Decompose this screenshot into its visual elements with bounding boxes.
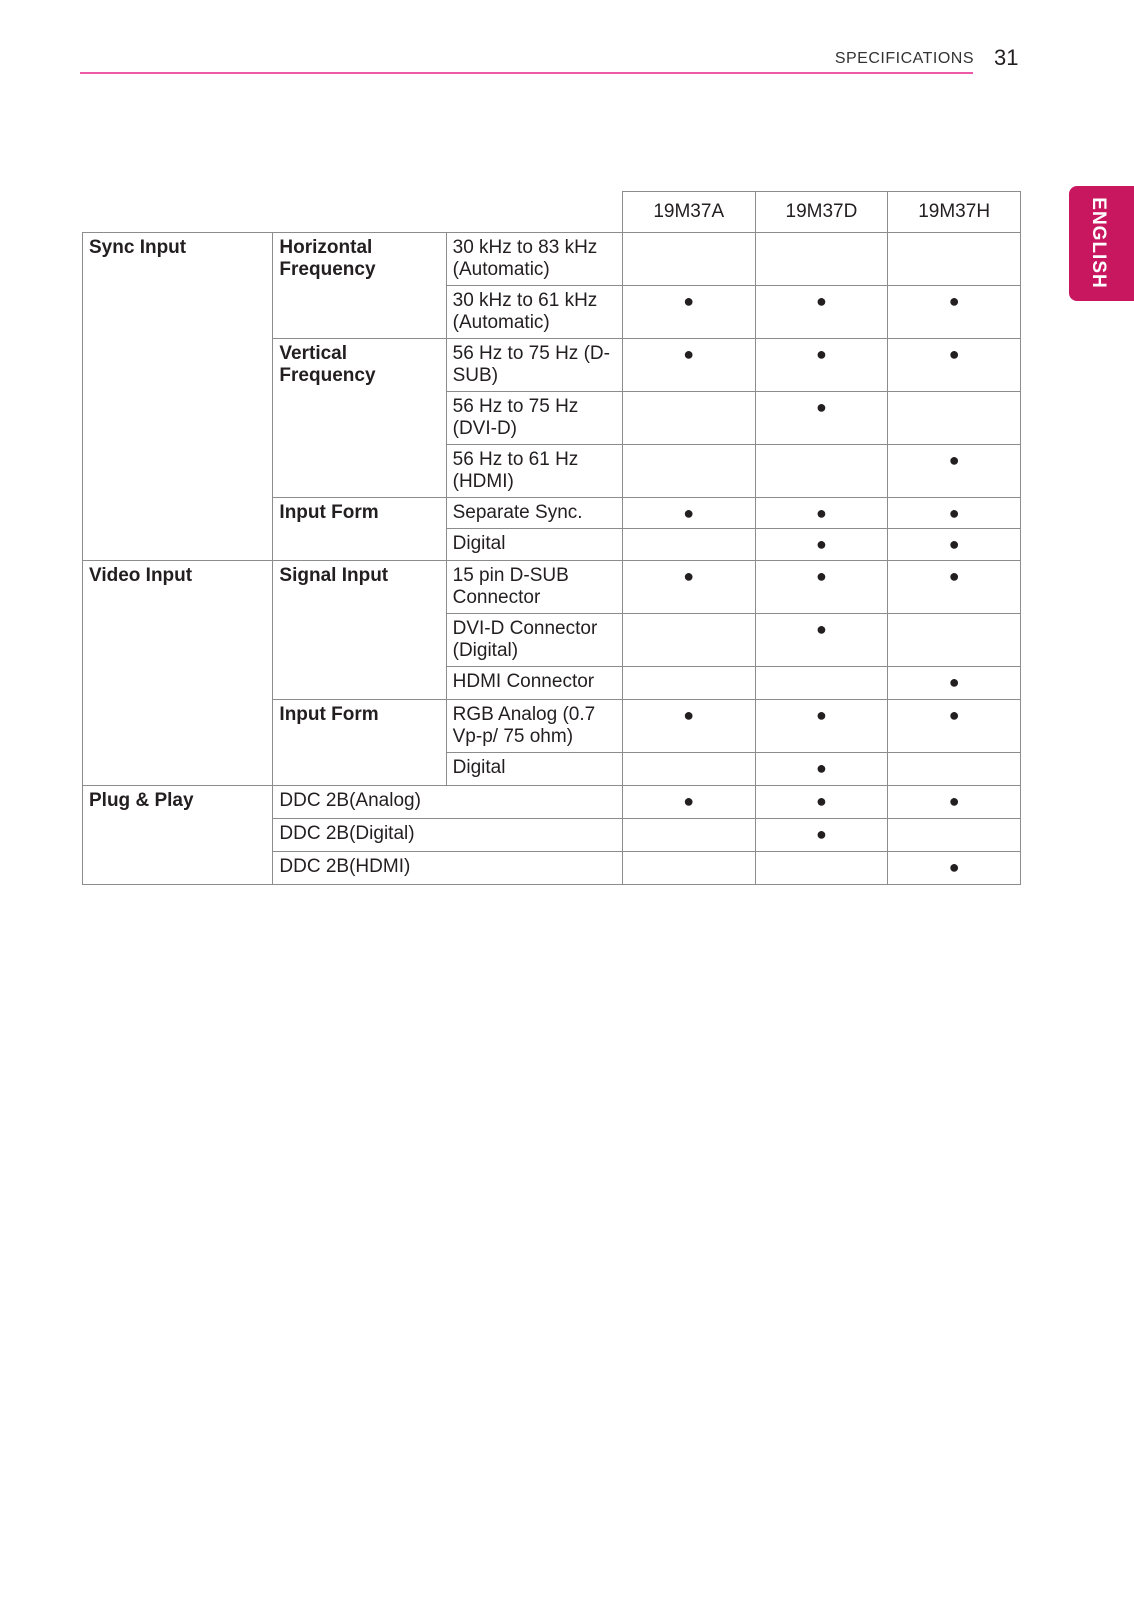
support-cell: ●: [888, 786, 1021, 819]
support-cell: [622, 233, 755, 286]
support-cell: ●: [755, 786, 888, 819]
support-cell: ●: [888, 561, 1021, 614]
model-19m37h: 19M37H: [888, 192, 1021, 233]
support-cell: ●: [755, 498, 888, 529]
sub-horizontal-frequency: Horizontal Frequency: [273, 233, 446, 339]
support-cell: [888, 753, 1021, 786]
spec-cell: DDC 2B(HDMI): [273, 852, 622, 885]
support-cell: [622, 529, 755, 561]
support-cell: [622, 753, 755, 786]
spec-table: [82, 191, 1021, 885]
group-plug-and-play: Plug & Play: [83, 786, 273, 885]
support-cell: [622, 667, 755, 700]
support-cell: ●: [755, 561, 888, 614]
section-title: SPECIFICATIONS: [834, 50, 974, 67]
spec-cell: 56 Hz to 75 Hz (DVI-D): [446, 392, 622, 445]
support-cell: ●: [888, 852, 1021, 885]
support-cell: [622, 614, 755, 667]
model-header-row: [83, 192, 1021, 233]
page-number: 31: [994, 45, 1019, 70]
support-cell: ●: [888, 529, 1021, 561]
support-cell: ●: [755, 753, 888, 786]
language-tab: [1069, 186, 1134, 301]
support-cell: [755, 667, 888, 700]
model-19m37d: 19M37D: [755, 192, 888, 233]
support-cell: [888, 392, 1021, 445]
support-cell: ●: [755, 392, 888, 445]
support-cell: ●: [755, 339, 888, 392]
support-cell: ●: [755, 700, 888, 753]
support-cell: [622, 392, 755, 445]
spec-cell: 30 kHz to 61 kHz (Automatic): [446, 286, 622, 339]
header-spacer: [83, 192, 623, 233]
support-cell: ●: [888, 700, 1021, 753]
support-cell: ●: [755, 614, 888, 667]
support-cell: [622, 852, 755, 885]
spec-cell: Digital: [446, 753, 622, 786]
support-cell: [755, 233, 888, 286]
spec-cell: Separate Sync.: [446, 498, 622, 529]
support-cell: [755, 852, 888, 885]
support-cell: [888, 233, 1021, 286]
support-cell: [888, 614, 1021, 667]
support-cell: ●: [888, 445, 1021, 498]
support-cell: ●: [622, 561, 755, 614]
sub-vertical-frequency: Vertical Frequency: [273, 339, 446, 498]
spec-cell: RGB Analog (0.7 Vp-p/ 75 ohm): [446, 700, 622, 753]
table-row: [83, 233, 1021, 286]
spec-cell: 56 Hz to 61 Hz (HDMI): [446, 445, 622, 498]
support-cell: ●: [755, 819, 888, 852]
group-sync-input: Sync Input: [83, 233, 273, 561]
sub-input-form: Input Form: [273, 700, 446, 786]
support-cell: ●: [622, 339, 755, 392]
support-cell: ●: [888, 667, 1021, 700]
language-tab-label: ENGLISH: [1088, 197, 1109, 289]
support-cell: ●: [622, 286, 755, 339]
spec-cell: DVI-D Connector (Digital): [446, 614, 622, 667]
support-cell: [888, 819, 1021, 852]
support-cell: ●: [622, 786, 755, 819]
support-cell: ●: [755, 529, 888, 561]
table-row: [83, 561, 1021, 614]
support-cell: ●: [888, 498, 1021, 529]
support-cell: [622, 819, 755, 852]
support-cell: [755, 445, 888, 498]
spec-cell: HDMI Connector: [446, 667, 622, 700]
spec-cell: Digital: [446, 529, 622, 561]
support-cell: ●: [888, 339, 1021, 392]
sub-input-form: Input Form: [273, 498, 446, 561]
spec-cell: 15 pin D-SUB Connector: [446, 561, 622, 614]
support-cell: ●: [888, 286, 1021, 339]
sub-signal-input: Signal Input: [273, 561, 446, 700]
spec-cell: 56 Hz to 75 Hz (D-SUB): [446, 339, 622, 392]
model-19m37a: 19M37A: [622, 192, 755, 233]
support-cell: ●: [622, 700, 755, 753]
header-divider: [80, 72, 973, 74]
spec-cell: DDC 2B(Analog): [273, 786, 622, 819]
support-cell: ●: [622, 498, 755, 529]
spec-cell: DDC 2B(Digital): [273, 819, 622, 852]
group-video-input: Video Input: [83, 561, 273, 786]
spec-cell: 30 kHz to 83 kHz (Automatic): [446, 233, 622, 286]
support-cell: [622, 445, 755, 498]
support-cell: ●: [755, 286, 888, 339]
table-row: [83, 786, 1021, 819]
